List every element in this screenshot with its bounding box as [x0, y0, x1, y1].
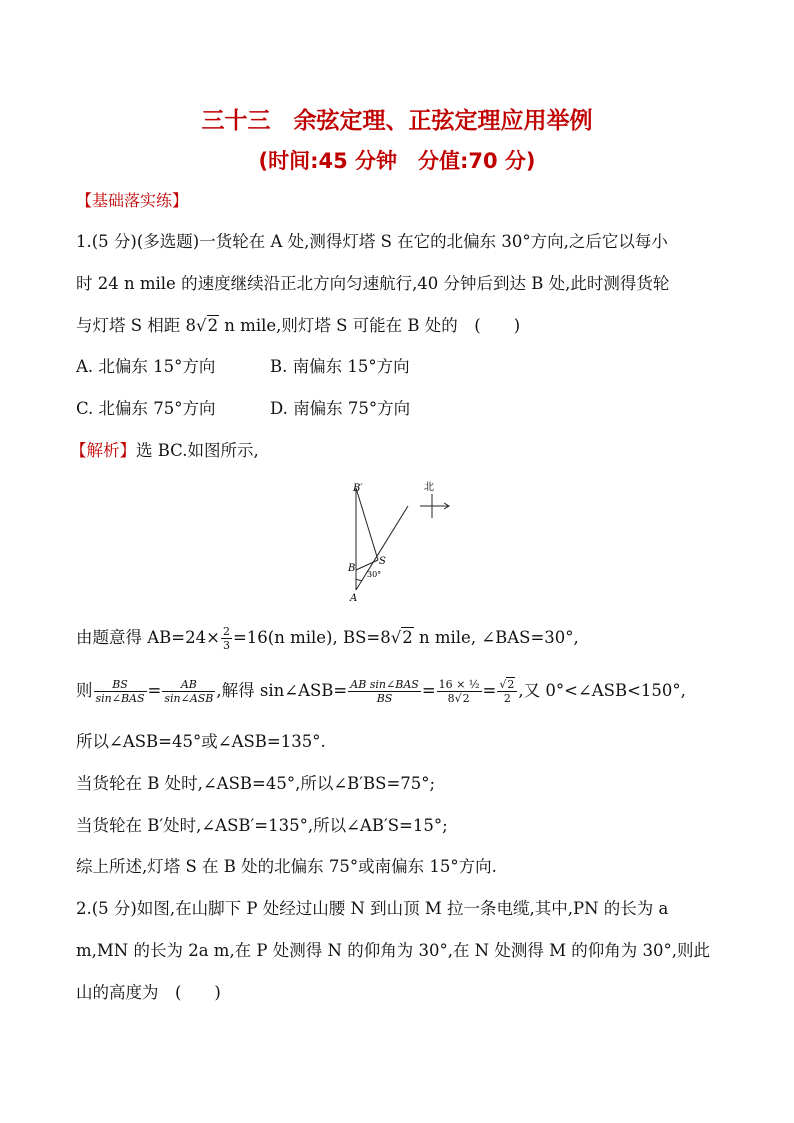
solution-line-6: 综上所述,灯塔 S 在 B 处的北偏东 75°或南偏东 15°方向. — [76, 857, 497, 876]
figure-label-b-prime: B′ — [353, 483, 363, 494]
q2-line-3: 山的高度为 ( ) — [76, 983, 221, 1002]
solution-tag: 【解析】 — [70, 441, 136, 460]
solution-line-3: 所以∠ASB=45°或∠ASB=135°. — [76, 732, 326, 751]
q1-option-d: D. 南偏东 75°方向 — [270, 399, 411, 418]
page-title: 三十三 余弦定理、正弦定理应用举例 — [201, 108, 593, 134]
q1-option-a: A. 北偏东 15°方向 — [76, 357, 216, 376]
page-subtitle: (时间:45 分钟 分值:70 分) — [258, 149, 536, 173]
q1-line-2: 时 24 n mile 的速度继续沿正北方向匀速航行,40 分钟后到达 B 处,此时测得货轮 — [76, 274, 670, 293]
solution-line-4: 当货轮在 B 处时,∠ASB=45°,所以∠B′BS=75°; — [76, 774, 436, 793]
solution-line-2: 则 $\frac{BS}{\text{sin∠BAS}}$ = $\frac{AB}{\text{sin∠ASB}}$ ,解得 sin∠ASB= $\frac{\text{AB sin∠BAS}}{BS}$ = $\frac{\text{16 × ½}}{8√2}$ = $\frac{√2}{2}$ ,又 0°<∠ASB<150°, — [76, 678, 686, 705]
figure-line-as — [356, 506, 408, 590]
figure-angle-arc — [356, 579, 362, 581]
figure-label-angle: 30° — [367, 570, 382, 579]
figure-label-a: A — [350, 593, 358, 604]
figure-label-b: B — [348, 563, 356, 574]
figure-label-north: 北 — [424, 482, 434, 493]
solution-figure — [340, 478, 460, 604]
q1-option-b: B. 南偏东 15°方向 — [270, 357, 410, 376]
figure-line-bs — [356, 560, 378, 570]
q1-line-3: 与灯塔 S 相距 8√2 n mile,则灯塔 S 可能在 B 处的 ( ) — [76, 316, 521, 335]
solution-intro: 【解析】选 BC.如图所示, — [70, 441, 259, 460]
q1-option-c: C. 北偏东 75°方向 — [76, 399, 216, 418]
figure-label-s: S — [379, 556, 386, 567]
figure-line-b-prime-s — [356, 488, 378, 560]
section-label: 【基础落实练】 — [76, 191, 189, 210]
solution-line-1: 由题意得 AB=24× $\frac{2}{3}$ =16(n mile), BS=8√2 n mile, ∠BAS=30°, — [76, 625, 579, 652]
solution-line-5: 当货轮在 B′处时,∠ASB′=135°,所以∠AB′S=15°; — [76, 816, 448, 835]
q2-line-1: 2.(5 分)如图,在山脚下 P 处经过山腰 N 到山顶 M 拉一条电缆,其中,PN 的长为 a — [76, 899, 669, 918]
q1-line-1: 1.(5 分)(多选题)一货轮在 A 处,测得灯塔 S 在它的北偏东 30°方向,之后它以每小 — [76, 232, 668, 251]
q2-line-2: m,MN 的长为 2a m,在 P 处测得 N 的仰角为 30°,在 N 处测得 M 的仰角为 30°,则此 — [76, 941, 710, 960]
